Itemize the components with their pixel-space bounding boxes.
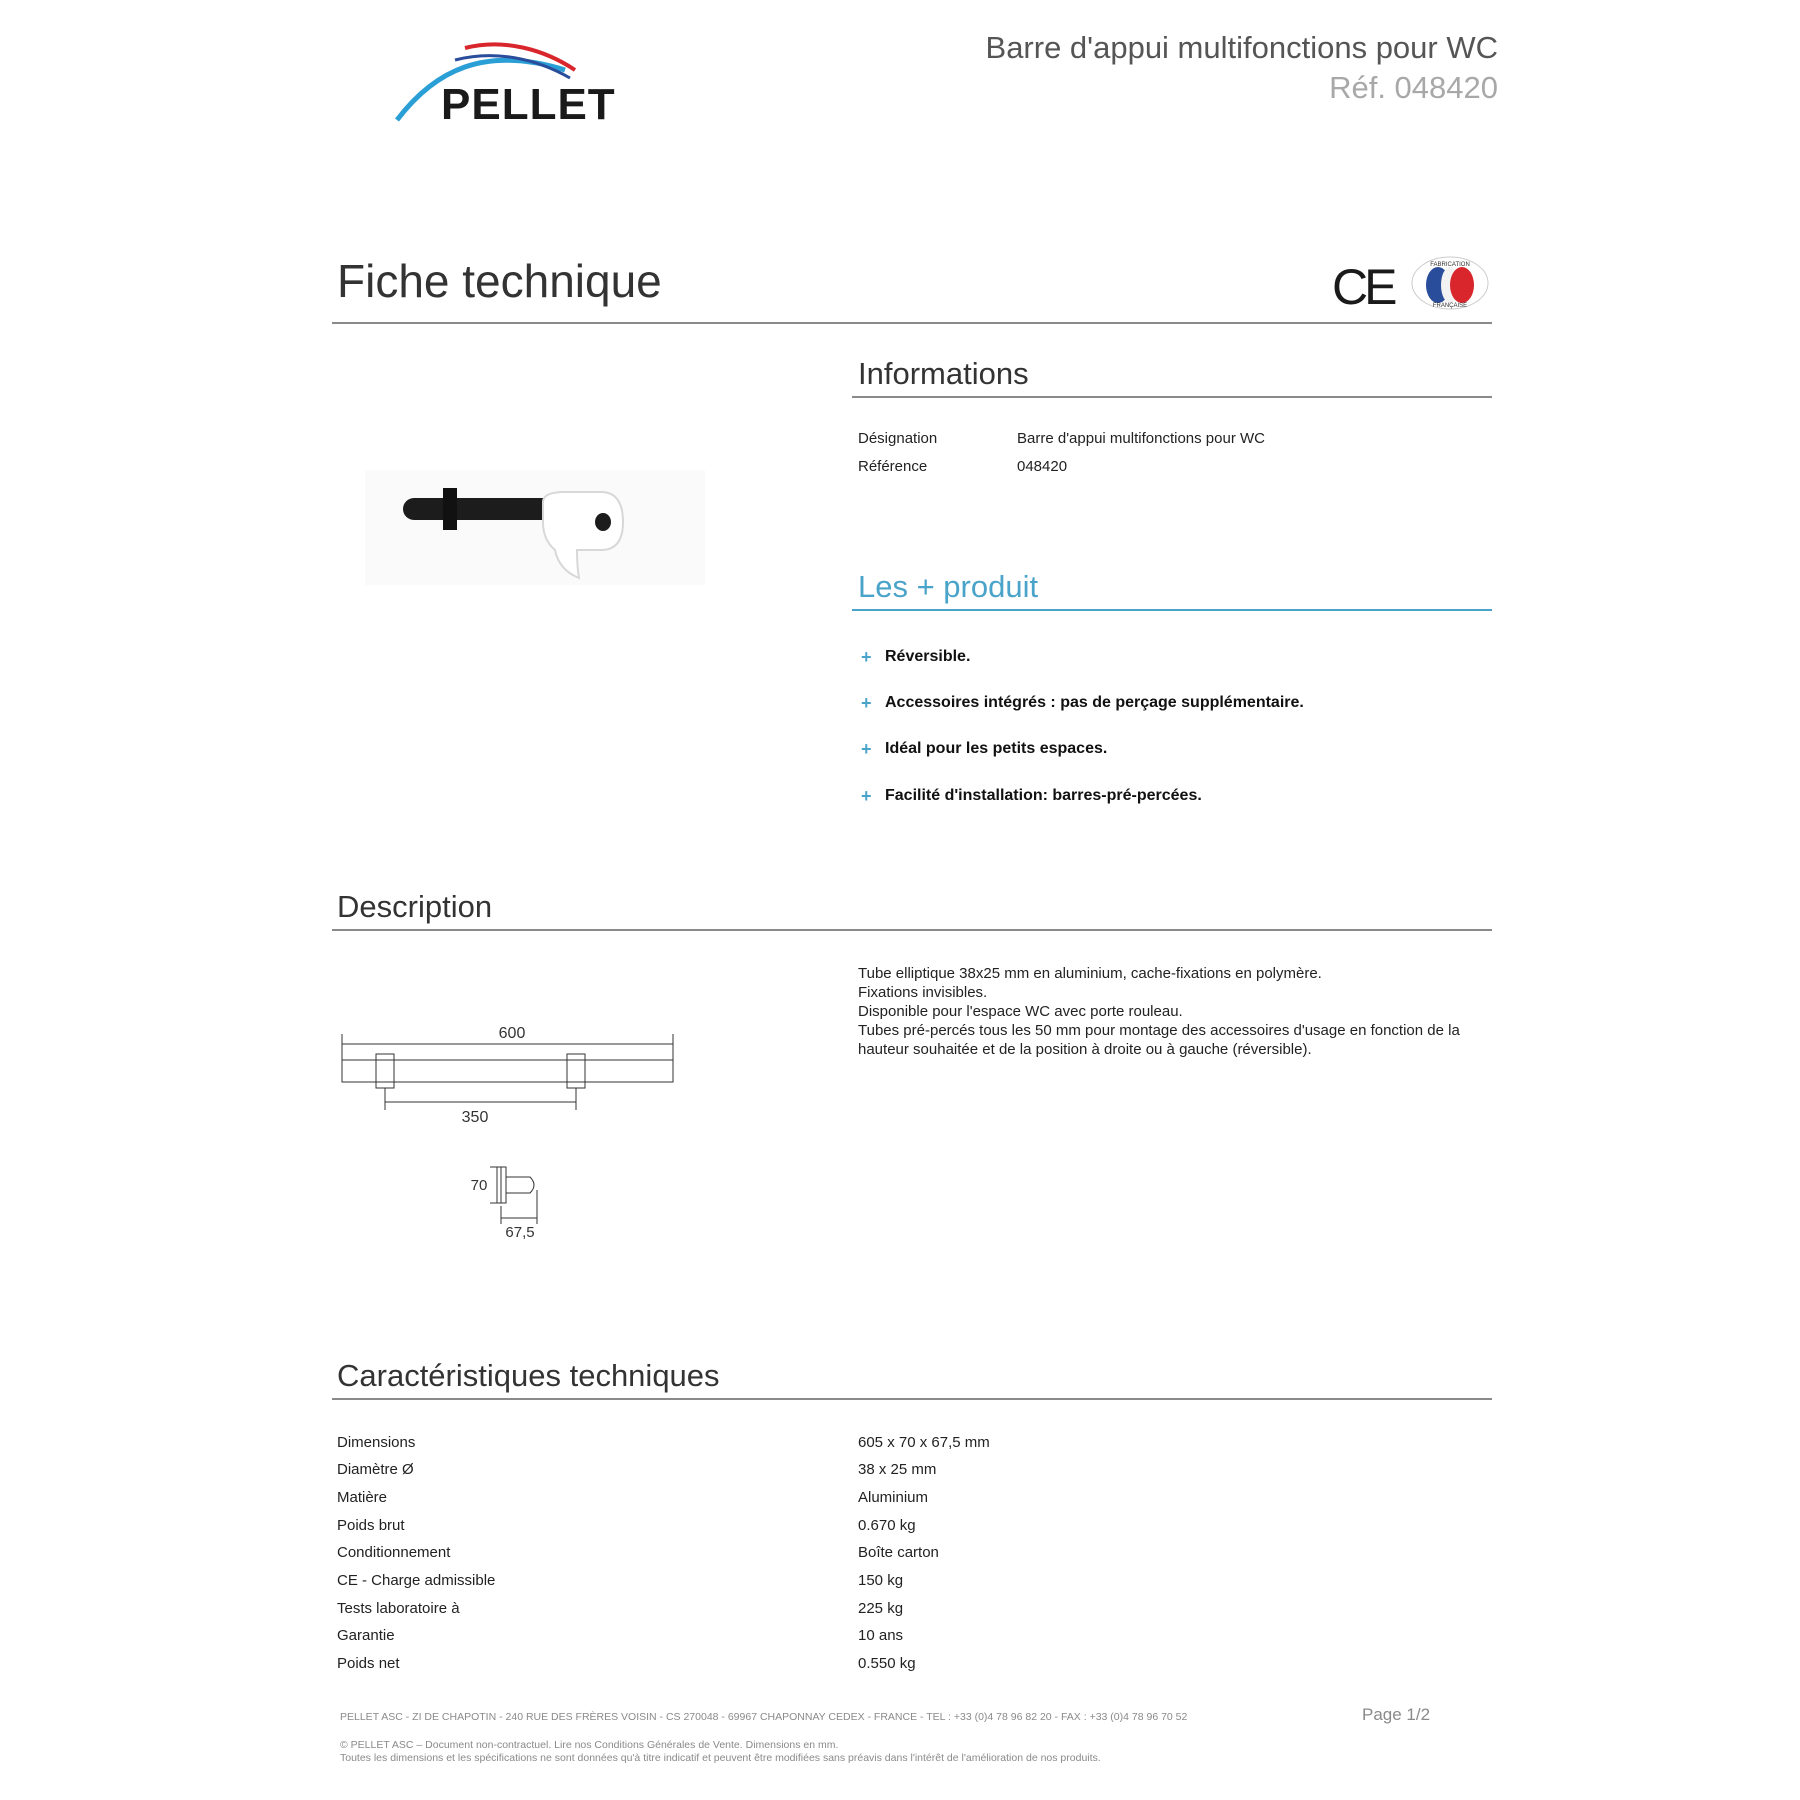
spec-value: 150 kg [858,1572,904,1589]
spec-label: Poids brut [337,1517,405,1534]
advantage-item: Idéal pour les petits espaces. [885,740,1108,757]
spec-value: 38 x 25 mm [858,1461,937,1478]
spec-label: Poids net [337,1655,400,1672]
description-line: Disponible pour l'espace WC avec porte rouleau. [858,1003,1183,1020]
spec-value: 0.670 kg [858,1517,916,1534]
dimension-length-label: 600 [498,1025,526,1042]
description-line: Tube elliptique 38x25 mm en aluminium, cache-fixations en polymère. [858,965,1322,982]
spec-value: Aluminium [858,1489,929,1506]
spec-label: Matière [337,1489,388,1506]
advantage-item: Réversible. [885,648,971,665]
info-label: Désignation [858,430,938,447]
ce-mark-icon: CE [1332,259,1394,315]
informations-title: Informations [858,356,1029,391]
spec-value: 605 x 70 x 67,5 mm [858,1434,990,1451]
spec-label: Conditionnement [337,1544,451,1561]
advantage-item: Accessoires intégrés : pas de perçage supplémentaire. [885,694,1304,711]
document-title: Barre d'appui multifonctions pour WC [985,30,1498,65]
technical-drawing [330,1010,690,1260]
produit-divider [852,609,1492,611]
description-line: Fixations invisibles. [858,984,988,1001]
footer-legal-line: © PELLET ASC – Document non-contractuel. Lire nos Conditions Générales de Vente. Dimensions en mm. [340,1739,839,1751]
spec-value: 0.550 kg [858,1655,916,1672]
informations-divider [852,396,1492,398]
plus-icon: + [861,739,872,759]
spec-label: Diamètre Ø [337,1461,414,1478]
plus-icon: + [861,647,872,667]
spec-label: Dimensions [337,1434,416,1451]
badge-text-bottom: FRANÇAISE [1432,303,1468,309]
caracteristiques-title: Caractéristiques techniques [337,1358,720,1393]
advantage-item: Facilité d'installation: barres-pré-percées. [885,787,1202,804]
info-value: Barre d'appui multifonctions pour WC [1017,430,1265,447]
info-label: Référence [858,458,928,475]
plus-icon: + [861,786,872,806]
description-title: Description [337,889,493,924]
dimension-depth-label: 67,5 [505,1224,535,1241]
description-divider [332,929,1492,931]
spec-label: Garantie [337,1627,395,1644]
page-number: Page 1/2 [1362,1705,1431,1724]
document-reference: Réf. 048420 [1329,70,1498,105]
caracteristiques-divider [332,1398,1492,1400]
badge-text-top: FABRICATION [1430,262,1470,268]
info-value: 048420 [1017,458,1068,475]
plus-icon: + [861,693,872,713]
spec-value: 225 kg [858,1600,904,1617]
fabrication-francaise-badge-icon [1410,255,1490,311]
dimension-spacing-label: 350 [461,1109,489,1126]
dimension-height-label: 70 [470,1177,488,1194]
footer-legal-line: Toutes les dimensions et les spécifications ne sont données qu'à titre indicatif et peuvent être modifiées sans préavis dans l'intérêt de l'amélioration de nos produits. [340,1752,1101,1764]
brand-name: PELLET [441,80,616,129]
footer-address: PELLET ASC - ZI DE CHAPOTIN - 240 RUE DES FRÈRES VOISIN - CS 270048 - 69967 CHAPONNAY CEDEX - FRANCE - TEL : +33 (0)4 78 96 82 20 - FAX : +33 (0)4 78 96 70 52 [340,1711,1188,1723]
spec-label: Tests laboratoire à [337,1600,460,1617]
fiche-divider [332,322,1492,324]
produit-title: Les + produit [858,569,1039,604]
spec-label: CE - Charge admissible [337,1572,496,1589]
spec-value: Boîte carton [858,1544,939,1561]
page-title: Fiche technique [337,255,662,307]
description-text [858,964,1498,1059]
description-line: Tubes pré-percés tous les 50 mm pour montage des accessoires d'usage en fonction de la hauteur souhaitée et de la position à droite ou à gauche (réversible). [858,1022,1460,1058]
spec-value: 10 ans [858,1627,904,1644]
product-photo [365,470,705,585]
